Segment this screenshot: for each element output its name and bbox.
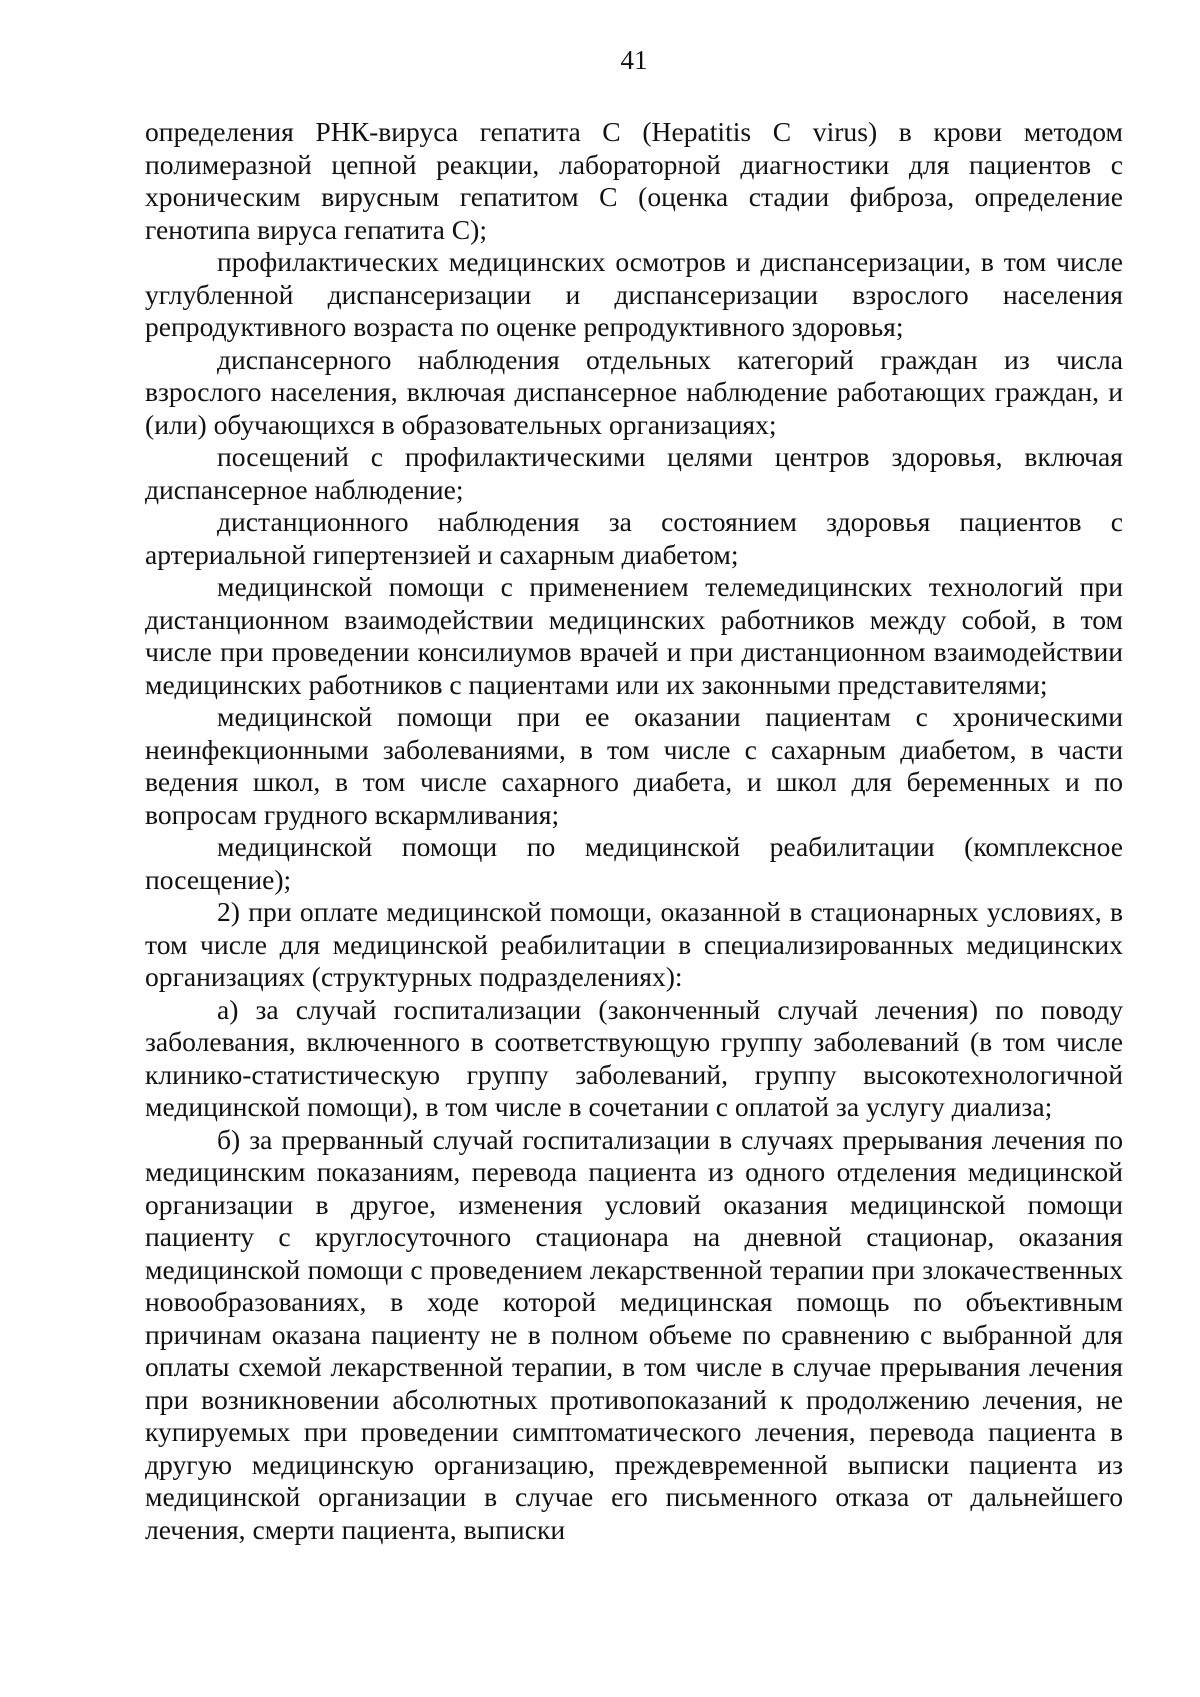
paragraph-interrupted-case: б) за прерванный случай госпитализации в случаях прерывания лечения по медицинским показаниям, перевода пациента из одного отделения медицинской организации в другое, изменения условий оказания медицинской помощи пациенту с круглосуточного стационара на дневной стационар, оказания медицинской помощи с проведением лекарственной терапии при злокачественных новообразованиях, в ходе которой медицинская помощь по объективным причинам оказана пациенту не в полном объеме по сравнению с выбранной для оплаты схемой лекарственной терапии, в том числе в случае прерывания лечения при возникновении абсолютных противопоказаний к продолжению лечения, не купируемых при проведении симптоматического лечения, перевода пациента в другую медицинскую организацию, преждевременной выписки пациента из медицинской организации в случае его письменного отказа от дальнейшего лечения, смерти пациента, выписки	[145, 1123, 1123, 1545]
paragraph-chronic-disease-schools: медицинской помощи при ее оказании пациентам с хроническими неинфекционными заболеваниями, в том числе с сахарным диабетом, в части ведения школ, в том числе сахарного диабета, и школ для беременных и по вопросам грудного вскармливания;	[145, 701, 1123, 830]
document-body	[145, 116, 1123, 1546]
paragraph-rehabilitation: медицинской помощи по медицинской реабилитации (комплексное посещение);	[145, 831, 1123, 895]
paragraph-hospitalization-case: а) за случай госпитализации (законченный случай лечения) по поводу заболевания, включенного в соответствующую группу заболеваний (в том числе клинико-статистическую группу заболеваний, группу высокотехнологичной медицинской помощи), в том числе в сочетании с оплатой за услугу диализа;	[145, 993, 1123, 1122]
paragraph-dispensary-observation: диспансерного наблюдения отдельных категорий граждан из числа взрослого населения, включая диспансерное наблюдение работающих граждан, и (или) обучающихся в образовательных организациях;	[145, 343, 1123, 440]
page-number: 41	[620, 45, 648, 75]
paragraph-remote-monitoring: дистанционного наблюдения за состоянием здоровья пациентов с артериальной гипертензией и сахарным диабетом;	[145, 506, 1123, 570]
paragraph-telemedicine: медицинской помощи с применением телемедицинских технологий при дистанционном взаимодействии медицинских работников между собой, в том числе при проведении консилиумов врачей и при дистанционном взаимодействии медицинских работников с пациентами или их законными представителями;	[145, 571, 1123, 700]
paragraph-health-center-visits: посещений с профилактическими целями центров здоровья, включая диспансерное наблюдение;	[145, 441, 1123, 505]
paragraph-preventive-exams: профилактических медицинских осмотров и диспансеризации, в том числе углубленной диспансеризации и диспансеризации взрослого населения репродуктивного возраста по оценке репродуктивного здоровья;	[145, 246, 1123, 342]
paragraph-hcv-diagnostics: определения РНК-вируса гепатита С (Hepatitis С virus) в крови методом полимеразной цепной реакции, лабораторной диагностики для пациентов с хроническим вирусным гепатитом С (оценка стадии фиброза, определение генотипа вируса гепатита С);	[145, 116, 1123, 245]
paragraph-inpatient-payment: 2) при оплате медицинской помощи, оказанной в стационарных условиях, в том числе для медицинской реабилитации в специализированных медицинских организациях (структурных подразделениях):	[145, 896, 1123, 992]
